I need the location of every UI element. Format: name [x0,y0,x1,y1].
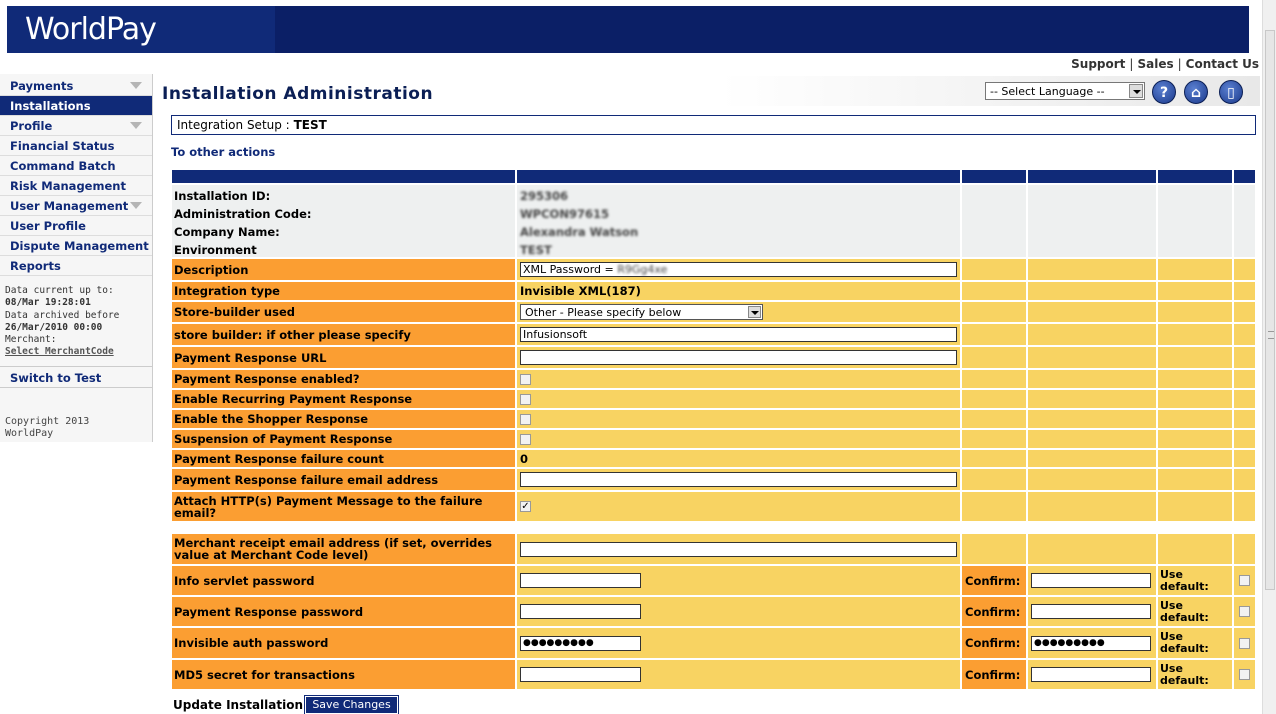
shopper-response-row: Enable the Shopper Response [172,410,1255,428]
sidebar-item-payments[interactable]: Payments [0,76,152,96]
failure-count-row: Payment Response failure count 0 [172,450,1255,467]
company-name: Alexandra Watson [520,225,639,239]
store-builder-row: Store-builder used Other - Please specify below [172,302,1255,322]
top-links: Support | Sales | Contact Us [1071,57,1259,71]
home-icon[interactable]: ⌂ [1184,80,1208,104]
invisible-auth-password-input[interactable]: ●●●●●●●●● [520,636,641,651]
chevron-down-icon [130,202,142,209]
recurring-response-checkbox[interactable] [520,394,531,405]
invisible-auth-use-default-checkbox[interactable] [1239,638,1250,649]
sidebar-item-financial-status[interactable]: Financial Status [0,136,152,156]
attach-message-row: Attach HTTP(s) Payment Message to the failure email? ✓ [172,492,1255,521]
page-title: Installation Administration [162,84,434,104]
md5-use-default-checkbox[interactable] [1239,669,1250,680]
integration-setup-bar: Integration Setup : TEST [171,115,1256,135]
sidebar-item-profile[interactable]: Profile [0,116,152,136]
chevron-down-icon [748,306,761,318]
md5-secret-row: MD5 secret for transactions Confirm: Use default: [172,660,1255,689]
header [0,0,1262,60]
copyright: Copyright 2013 WorldPay [5,416,90,439]
chevron-down-icon [130,82,142,89]
scrollbar-thumb[interactable] [1265,30,1275,590]
logo-bar [7,6,1249,53]
payment-response-enabled-row: Payment Response enabled? [172,370,1255,388]
data-status-info: Data current up to: 08/Mar 19:28:01 Data archived before 26/Mar/2010 00:00 Merchant: Select MerchantCode [5,285,150,359]
payment-response-password-input[interactable] [520,604,641,619]
integration-type-row: Integration type Invisible XML(187) [172,282,1255,300]
failure-email-row: Payment Response failure email address [172,469,1255,490]
other-actions-link[interactable]: To other actions [171,145,276,159]
sidebar-item-dispute-management[interactable]: Dispute Management [0,236,152,256]
select-merchant-code-link[interactable]: Select MerchantCode [5,346,114,358]
info-servlet-use-default-checkbox[interactable] [1239,575,1250,586]
md5-secret-confirm[interactable] [1031,667,1151,682]
failure-email-input[interactable] [520,472,957,487]
sales-link[interactable]: Sales [1137,57,1174,71]
switch-to-test-link[interactable]: Switch to Test [0,366,152,388]
payment-response-url-row: Payment Response URL [172,347,1255,368]
help-icon[interactable]: ? [1152,80,1176,104]
info-servlet-password-input[interactable] [520,573,641,588]
save-changes-button[interactable]: Save Changes [305,696,398,714]
invisible-auth-password-row: Invisible auth password ●●●●●●●●● Confirm: ●●●●●●●●● Use default: [172,628,1255,658]
recurring-response-row: Enable Recurring Payment Response [172,390,1255,408]
logo-text: WorldPay [25,12,156,47]
shopper-response-checkbox[interactable] [520,414,531,425]
payment-response-url-input[interactable] [520,350,957,365]
installation-info: Installation ID: Administration Code: Company Name: Environment 295306 WPCON97615 Alexandra Watson TEST [172,185,1255,257]
payment-response-use-default-checkbox[interactable] [1239,606,1250,617]
md5-secret-input[interactable] [520,667,641,682]
sidebar-item-reports[interactable]: Reports [0,256,152,276]
contact-us-link[interactable]: Contact Us [1185,57,1259,71]
invisible-auth-password-confirm[interactable]: ●●●●●●●●● [1031,636,1151,651]
store-builder-other-input[interactable]: Infusionsoft [520,327,957,342]
sidebar-item-installations[interactable]: Installations [0,96,152,116]
admin-code: WPCON97615 [520,207,609,221]
language-select[interactable]: -- Select Language -- [985,82,1145,100]
suspension-row: Suspension of Payment Response [172,430,1255,448]
chevron-down-icon [1129,84,1143,98]
payment-response-enabled-checkbox[interactable] [520,374,531,385]
attach-message-checkbox[interactable]: ✓ [521,501,530,512]
merchant-receipt-row: Merchant receipt email address (if set, overrides value at Merchant Code level) [172,534,1255,564]
description-input[interactable]: XML Password = R9Gg4xe [520,262,957,277]
suspension-checkbox[interactable] [520,434,531,445]
sidebar-item-command-batch[interactable]: Command Batch [0,156,152,176]
sidebar-item-user-management[interactable]: User Management [0,196,152,216]
logout-icon[interactable]: ▯ [1219,80,1243,104]
vertical-scrollbar[interactable] [1262,0,1276,714]
info-servlet-password-confirm[interactable] [1031,573,1151,588]
installation-id: 295306 [520,189,569,203]
payment-response-password-confirm[interactable] [1031,604,1151,619]
sidebar-item-user-profile[interactable]: User Profile [0,216,152,236]
sidebar-item-risk-management[interactable]: Risk Management [0,176,152,196]
chevron-down-icon [130,122,142,129]
description-row: Description XML Password = R9Gg4xe [172,259,1255,280]
logo[interactable] [7,6,275,53]
payment-response-password-row: Payment Response password Confirm: Use default: [172,597,1255,626]
support-link[interactable]: Support [1071,57,1126,71]
store-builder-other-row: store builder: if other please specify Infusionsoft [172,324,1255,345]
update-installation-label: Update Installation [173,698,304,712]
sidebar [0,74,153,442]
environment: TEST [520,243,552,257]
info-servlet-password-row: Info servlet password Confirm: Use default: [172,566,1255,595]
merchant-receipt-email-input[interactable] [520,542,957,557]
store-builder-select[interactable]: Other - Please specify below [520,304,763,320]
